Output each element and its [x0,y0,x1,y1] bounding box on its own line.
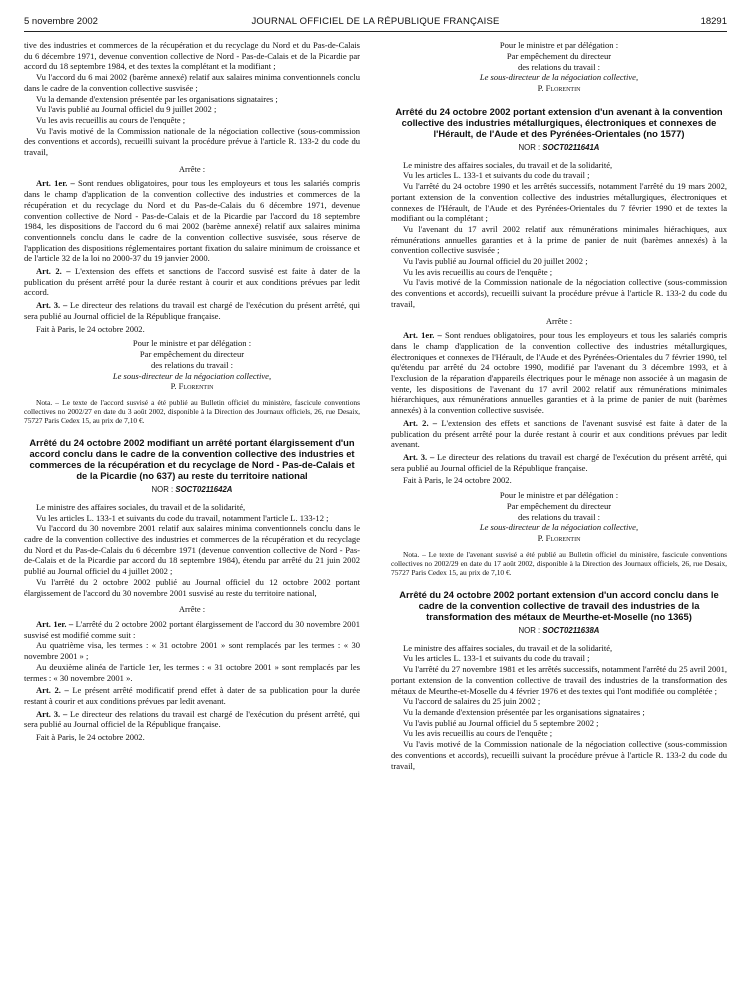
paragraph: Le ministre des affaires sociales, du travail et de la solidarité, [403,159,613,170]
paragraph: Vu l'avis motivé de la Commission nationale de la négociation collective (sous-commission des conventions et accords), recueilli suivant la procédure prévue à l'article R. 133-2 du code du travail, [391,739,727,771]
paragraph: Vu les articles L. 133-1 et suivants du code du travail ; [403,653,590,664]
sign-line: Pour le ministre et par délégation : [499,490,619,501]
paragraph: Vu l'avis motivé de la Commission nationale de la négociation collective (sous-commission des conventions et accords), recueilli suivant la procédure prévue à l'article R. 133-2 du code du travail, [391,277,727,309]
paragraph: tive des industries et commerces de la récupération et du recyclage du Nord et du Pas-de-Calais du 6 décembre 1971, devenue convention collective de Nord - Pas-de-Calais et de la Picardie par accord du 18 septembre 1984, et des textes la complétant et la modifiant ; [24,40,360,72]
nor-reference [391,626,727,637]
left-column [24,40,360,980]
signature-block [391,40,727,94]
paragraph: Au quatrième visa, les termes : « 31 octobre 2001 » sont remplacés par les termes : « 30 novembre 2001 » ; [24,640,360,662]
article-label: Art. 3. – [36,300,68,311]
paragraph: Vu l'accord du 6 mai 2002 (barème annexé) relatif aux salaires minima conventionnels conclu dans le cadre de la convention collective susvisée ; [24,72,360,93]
fait-a-paris: Fait à Paris, le 24 octobre 2002. [36,732,145,743]
paragraph: Au deuxième alinéa de l'article 1er, les termes : « 31 octobre 2001 » sont remplacés par les termes : « 30 novembre 2001 ». [24,661,360,683]
page-header [24,16,727,32]
sign-line: des relations du travail : [150,359,234,370]
article [391,452,727,473]
arrete-heading: Arrête : [545,315,573,326]
article-label: Art. 1er. – [403,330,442,341]
paragraph: Vu l'avis publié au Journal officiel du 20 juillet 2002 ; [403,256,588,267]
article-label: Art. 2. – [36,685,69,696]
nor-code: SOCT0211638A [542,626,600,636]
sign-line: Le sous-directeur de la négociation collective, [479,72,639,83]
sign-line: Le sous-directeur de la négociation collective, [112,370,272,381]
paragraph: Vu les avis recueillis au cours de l'enquête ; [403,728,553,739]
article [24,709,360,730]
paragraph: Vu la demande d'extension présentée par les organisations signataires ; [403,706,645,717]
fait-a-paris: Fait à Paris, le 24 octobre 2002. [36,323,145,334]
nor-reference [24,485,360,496]
right-column [391,40,727,980]
article-text: Le présent arrêté modificatif prend effet à dater de sa publication pour la durée restant à courir et aux conditions prévues par ledit avenant. [24,685,360,706]
article-label: Art. 2. – [403,417,438,428]
paragraph: Vu l'avis publié au Journal officiel du 9 juillet 2002 ; [36,104,217,115]
sign-line: Pour le ministre et par délégation : [499,40,619,50]
sign-line: Le sous-directeur de la négociation collective, [479,522,639,533]
nor-reference [391,143,727,154]
article-label: Art. 3. – [403,451,435,462]
nota: Nota. – Le texte de l'avenant susvisé a été publié au Bulletin officiel du ministère, fascicule conventions collectives no 2002/29 en date du 17 août 2002, disponible à la Direction des Journaux officiels, 26, rue Desaix, 75727 Paris Cedex 15, au prix de 7,10 €. [391,550,727,578]
signatory-name: P. Florentin [537,533,581,544]
sign-line: Par empêchement du directeur [139,349,245,360]
signature-block [24,338,360,392]
article-text: Sont rendues obligatoires, pour tous les employeurs et tous les salariés compris dans le champ d'application de la convention collective des industries et commerces de la récupération et du recyclage du Nord et du Pas-de-Calais du 6 décembre 1971, devenue convention collective de Nord - Pas-de-Calais et de la Picardie par l'accord du 18 septembre 1984, les dispositions de l'accord du 6 mai 2002 (barème annexé) relatif aux salaires minima conventionnels conclu dans le cadre de la convention collective susvisée, sous réserve de l'application des dispositions réglementaires portant fixation du salaire minimum de croissance et de l'article 32 de la loi no 2000-37 du 19 janvier 2000. [24,178,360,264]
paragraph: Le ministre des affaires sociales, du travail et de la solidarité, [403,642,613,653]
header-page-number: 18291 [700,16,727,27]
article-label: Art. 3. – [36,708,68,719]
paragraph: Vu l'avis publié au Journal officiel du 5 septembre 2002 ; [403,717,599,728]
paragraph: Vu l'arrêté du 27 novembre 1981 et les arrêtés successifs, notamment l'arrêté du 25 avril 2001, portant extension de la convention collective de travail des industries de la transformation des métaux de Meurthe-et-Moselle du 4 février 1976 et des textes qui l'ont modifiée ou complétée ; [391,664,727,696]
signatory-name: P. Florentin [537,83,581,94]
paragraph: Vu les avis recueillis au cours de l'enquête ; [403,266,553,277]
paragraph: Vu les articles L. 133-1 et suivants du code du travail, notamment l'article L. 133-12 ; [36,512,329,523]
signature-block [391,490,727,544]
header-rule [24,31,727,32]
nor-code: SOCT0211641A [542,142,600,152]
arrete-heading: Arrête : [178,163,206,174]
decree-title: Arrêté du 24 octobre 2002 modifiant un arrêté portant élargissement d'un accord conclu dans le cadre de la convention collective des industries et commerces de la récupération et du recyclage de Nord - Pas-de-Calais et de la Picardie (no 637) au reste du territoire national [29,437,355,482]
nota: Nota. – Le texte de l'accord susvisé a été publié au Bulletin officiel du ministère, fascicule conventions collectives no 2002/27 en date du 3 août 2002, disponible à la Direction des Journaux officiels, 26, rue Desaix, 75727 Paris Cedex 15, au prix de 7,10 €. [24,398,360,426]
paragraph: Vu l'avenant du 17 avril 2002 relatif aux rémunérations minimales hiérachiques, aux rémunérations annuelles garanties et à la prime de panier de nuit (barèmes annexés) à la convention collective susvisée ; [391,223,727,256]
sign-line: Par empêchement du directeur [506,500,612,511]
paragraph: Vu les avis recueillis au cours de l'enquête ; [36,114,186,125]
fait-a-paris: Fait à Paris, le 24 octobre 2002. [403,475,512,486]
sign-line: des relations du travail : [517,61,601,72]
paragraph: Le ministre des affaires sociales, du travail et de la solidarité, [36,501,246,512]
header-date: 5 novembre 2002 [24,16,98,27]
article-text: L'extension des effets et sanctions de l'accord susvisé est faite à dater de la publication du présent arrêté pour la durée restant à courir et aux conditions prévues par ledit accord. [24,266,360,298]
article [391,330,727,416]
nor-label: NOR : [518,626,541,636]
sign-line: Pour le ministre et par délégation : [132,338,252,349]
article-label: Art. 1er. – [36,178,75,189]
arrete-heading: Arrête : [178,604,206,615]
article-text: Le directeur des relations du travail est chargé de l'exécution du présent arrêté, qui sera publié au Journal officiel de la République française. [391,451,727,473]
article-text: L'arrêté du 2 octobre 2002 portant élargissement de l'accord du 30 novembre 2001 susvisé est modifié comme suit : [24,619,360,640]
article [391,418,727,450]
article-label: Art. 1er. – [36,619,74,629]
decree-title: Arrêté du 24 octobre 2002 portant extension d'un accord conclu dans le cadre de la convention collective de travail des industries de la transformation des métaux de Meurthe-et-Moselle (no 1365) [399,589,719,623]
sign-line: Par empêchement du directeur [506,50,612,61]
decree-title: Arrêté du 24 octobre 2002 portant extension d'un avenant à la convention collective des industries métallurgiques, électroniques et connexes de l'Hérault, de l'Aude et des Pyrénées-Orientales (no 1577) [395,105,723,139]
paragraph: Vu l'accord du 30 novembre 2001 relatif aux salaires minima conventionnels conclu dans le cadre de la convention collective des industries et commerces de la récupération et du recyclage du Nord et du Pas-de-Calais du 6 décembre 1971 (devenue convention collective de Nord - Pas-de-Calais et de la Picardie par accord du 18 septembre 1984), étendu par arrêté du 21 juin 2002 publié au Journal officiel du 4 juillet 2002 ; [24,523,360,577]
header-journal-title: JOURNAL OFFICIEL DE LA RÉPUBLIQUE FRANÇAISE [251,16,500,27]
paragraph: Vu l'avis motivé de la Commission nationale de la négociation collective (sous-commission des conventions et accords), recueilli suivant la procédure prévue à l'article R. 133-2 du code du travail, [24,125,360,158]
nor-label: NOR : [151,485,174,495]
paragraph: Vu la demande d'extension présentée par les organisations signataires ; [36,93,278,104]
signatory-name: P. Florentin [170,381,214,392]
paragraph: Vu l'arrêté du 2 octobre 2002 publié au Journal officiel du 12 octobre 2002 portant élargissement de l'accord du 30 novembre 2001 susvisé au reste du territoire national, [24,576,360,598]
article [24,300,360,321]
paragraph: Vu l'accord de salaires du 25 juin 2002 ; [403,696,541,707]
article [24,619,360,640]
article [24,266,360,298]
article-text: Le directeur des relations du travail est chargé de l'exécution du présent arrêté, qui sera publié au Journal officiel de la République française. [24,708,360,730]
nor-label: NOR : [518,142,541,152]
article-text: Sont rendues obligatoires, pour tous les employeurs et tous les salariés compris dans le champ d'application de la convention collective des industries métallurgiques, électroniques et connexes de l'Hérault, de l'Aude et des Pyrénées-Orientales du 7 février 1990, tel qu'étendu par arrêté du 24 octobre 1990, modifié par l'avenant du 3 décembre 1993, et à l'exclusion de la réparation d'appareils électriques pour le ménage non associée à un magasin de vente, les dispositions de l'avenant du 17 avril 2002 relatif aux rémunérations minimales hiérarchiques, aux rémunérations annuelles garanties et à la prime de panier de nuit (barèmes annexés) à la convention collective susvisée. [391,330,727,416]
article-label: Art. 2. – [36,266,71,277]
article [24,178,360,264]
article-text: Le directeur des relations du travail est chargé de l'exécution du présent arrêté, qui sera publié au Journal officiel de la République française. [24,300,360,321]
article [24,685,360,706]
paragraph: Vu l'arrêté du 24 octobre 1990 et les arrêtés successifs, notamment l'arrêté du 19 mars 2002, portant extension de la convention collective des industries métallurgiques, électroniques et connexes de l'Hérault, de l'Aude et des Pyrénées-Orientales du 7 février 1990 et de textes la modifiant ou la complétant ; [391,181,727,224]
article-text: L'extension des effets et sanctions de l'avenant susvisé est faite à dater de la publication du présent arrêté pour la durée restant à courir et aux conditions prévues par ledit avenant. [391,417,727,450]
nor-code: SOCT0211642A [175,485,233,495]
paragraph: Vu les articles L. 133-1 et suivants du code du travail ; [403,170,590,181]
sign-line: des relations du travail : [517,511,601,522]
